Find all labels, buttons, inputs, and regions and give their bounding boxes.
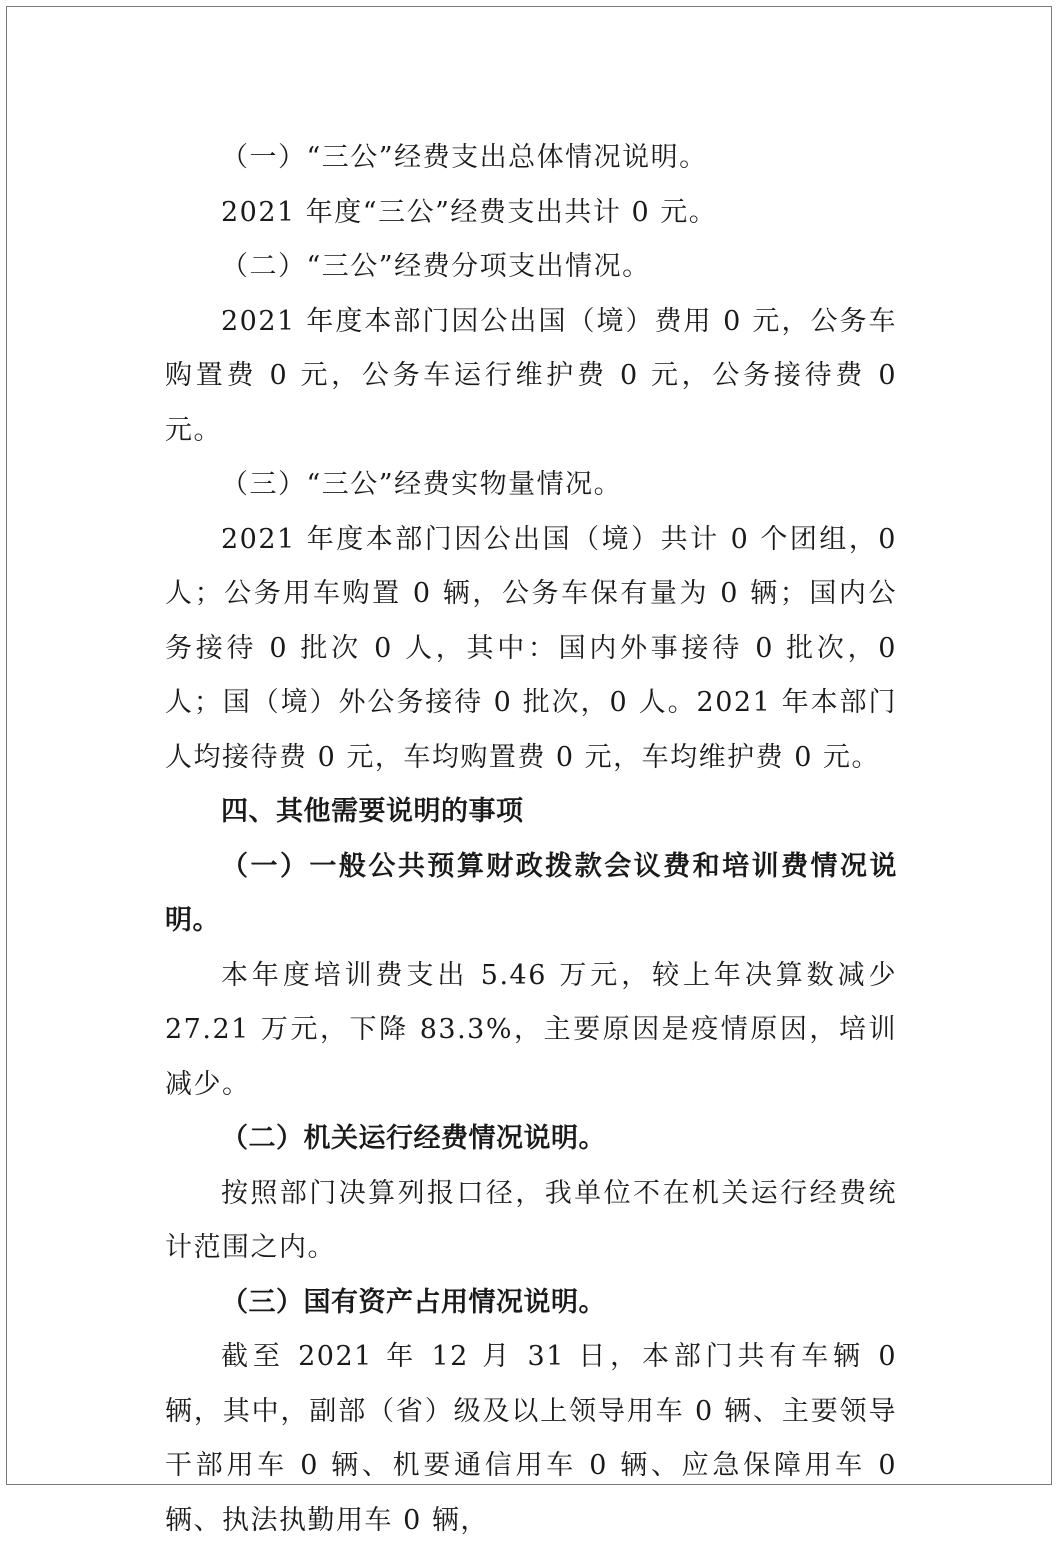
section-heading-physical: （三）“三公”经费实物量情况。 <box>221 469 623 500</box>
section-heading-operating-costs: （二）机关运行经费情况说明。 <box>221 1123 606 1154</box>
section-heading-assets: （三）国有资产占用情况说明。 <box>221 1286 606 1318</box>
paragraph-training: 本年度培训费支出 5.46 万元，较上年决算数减少 27.21 万元，下降 83.3%，主要原因是疫情原因，培训减少。 <box>165 959 897 1100</box>
paragraph-itemized: 2021 年度本部门因公出国（境）费用 0 元，公务车购置费 0 元，公务车运行维护费 0 元，公务接待费 0 元。 <box>165 305 897 446</box>
section-heading-itemized: （二）“三公”经费分项支出情况。 <box>221 251 651 282</box>
chapter-heading-other: 四、其他需要说明的事项 <box>221 796 524 827</box>
section-heading-meeting-training: （一）一般公共预算财政拨款会议费和培训费情况说明。 <box>165 850 897 936</box>
paragraph-operating-costs: 按照部门决算列报口径，我单位不在机关运行经费统计范围之内。 <box>165 1177 897 1263</box>
paragraph-physical: 2021 年度本部门因公出国（境）共计 0 个团组，0 人；公务用车购置 0 辆，公务车保有量为 0 辆；国内公务接待 0 批次 0 人，其中：国内外事接待 0 批次，0 人；国（境）外公务接待 0 批次，0 人。2021 年本部门人均接待费 0 元，车均购置费 0 元，车均维护费 0 元。 <box>165 523 897 773</box>
document-body <box>165 131 897 1548</box>
section-heading-overall: （一）“三公”经费支出总体情况说明。 <box>221 142 708 173</box>
paragraph-assets: 截至 2021 年 12 月 31 日，本部门共有车辆 0 辆，其中，副部（省）级及以上领导用车 0 辆、主要领导干部用车 0 辆、机要通信用车 0 辆、应急保障用车 0 辆、执法执勤用车 0 辆， <box>165 1341 897 1536</box>
paragraph-total: 2021 年度“三公”经费支出共计 0 元。 <box>221 196 718 228</box>
